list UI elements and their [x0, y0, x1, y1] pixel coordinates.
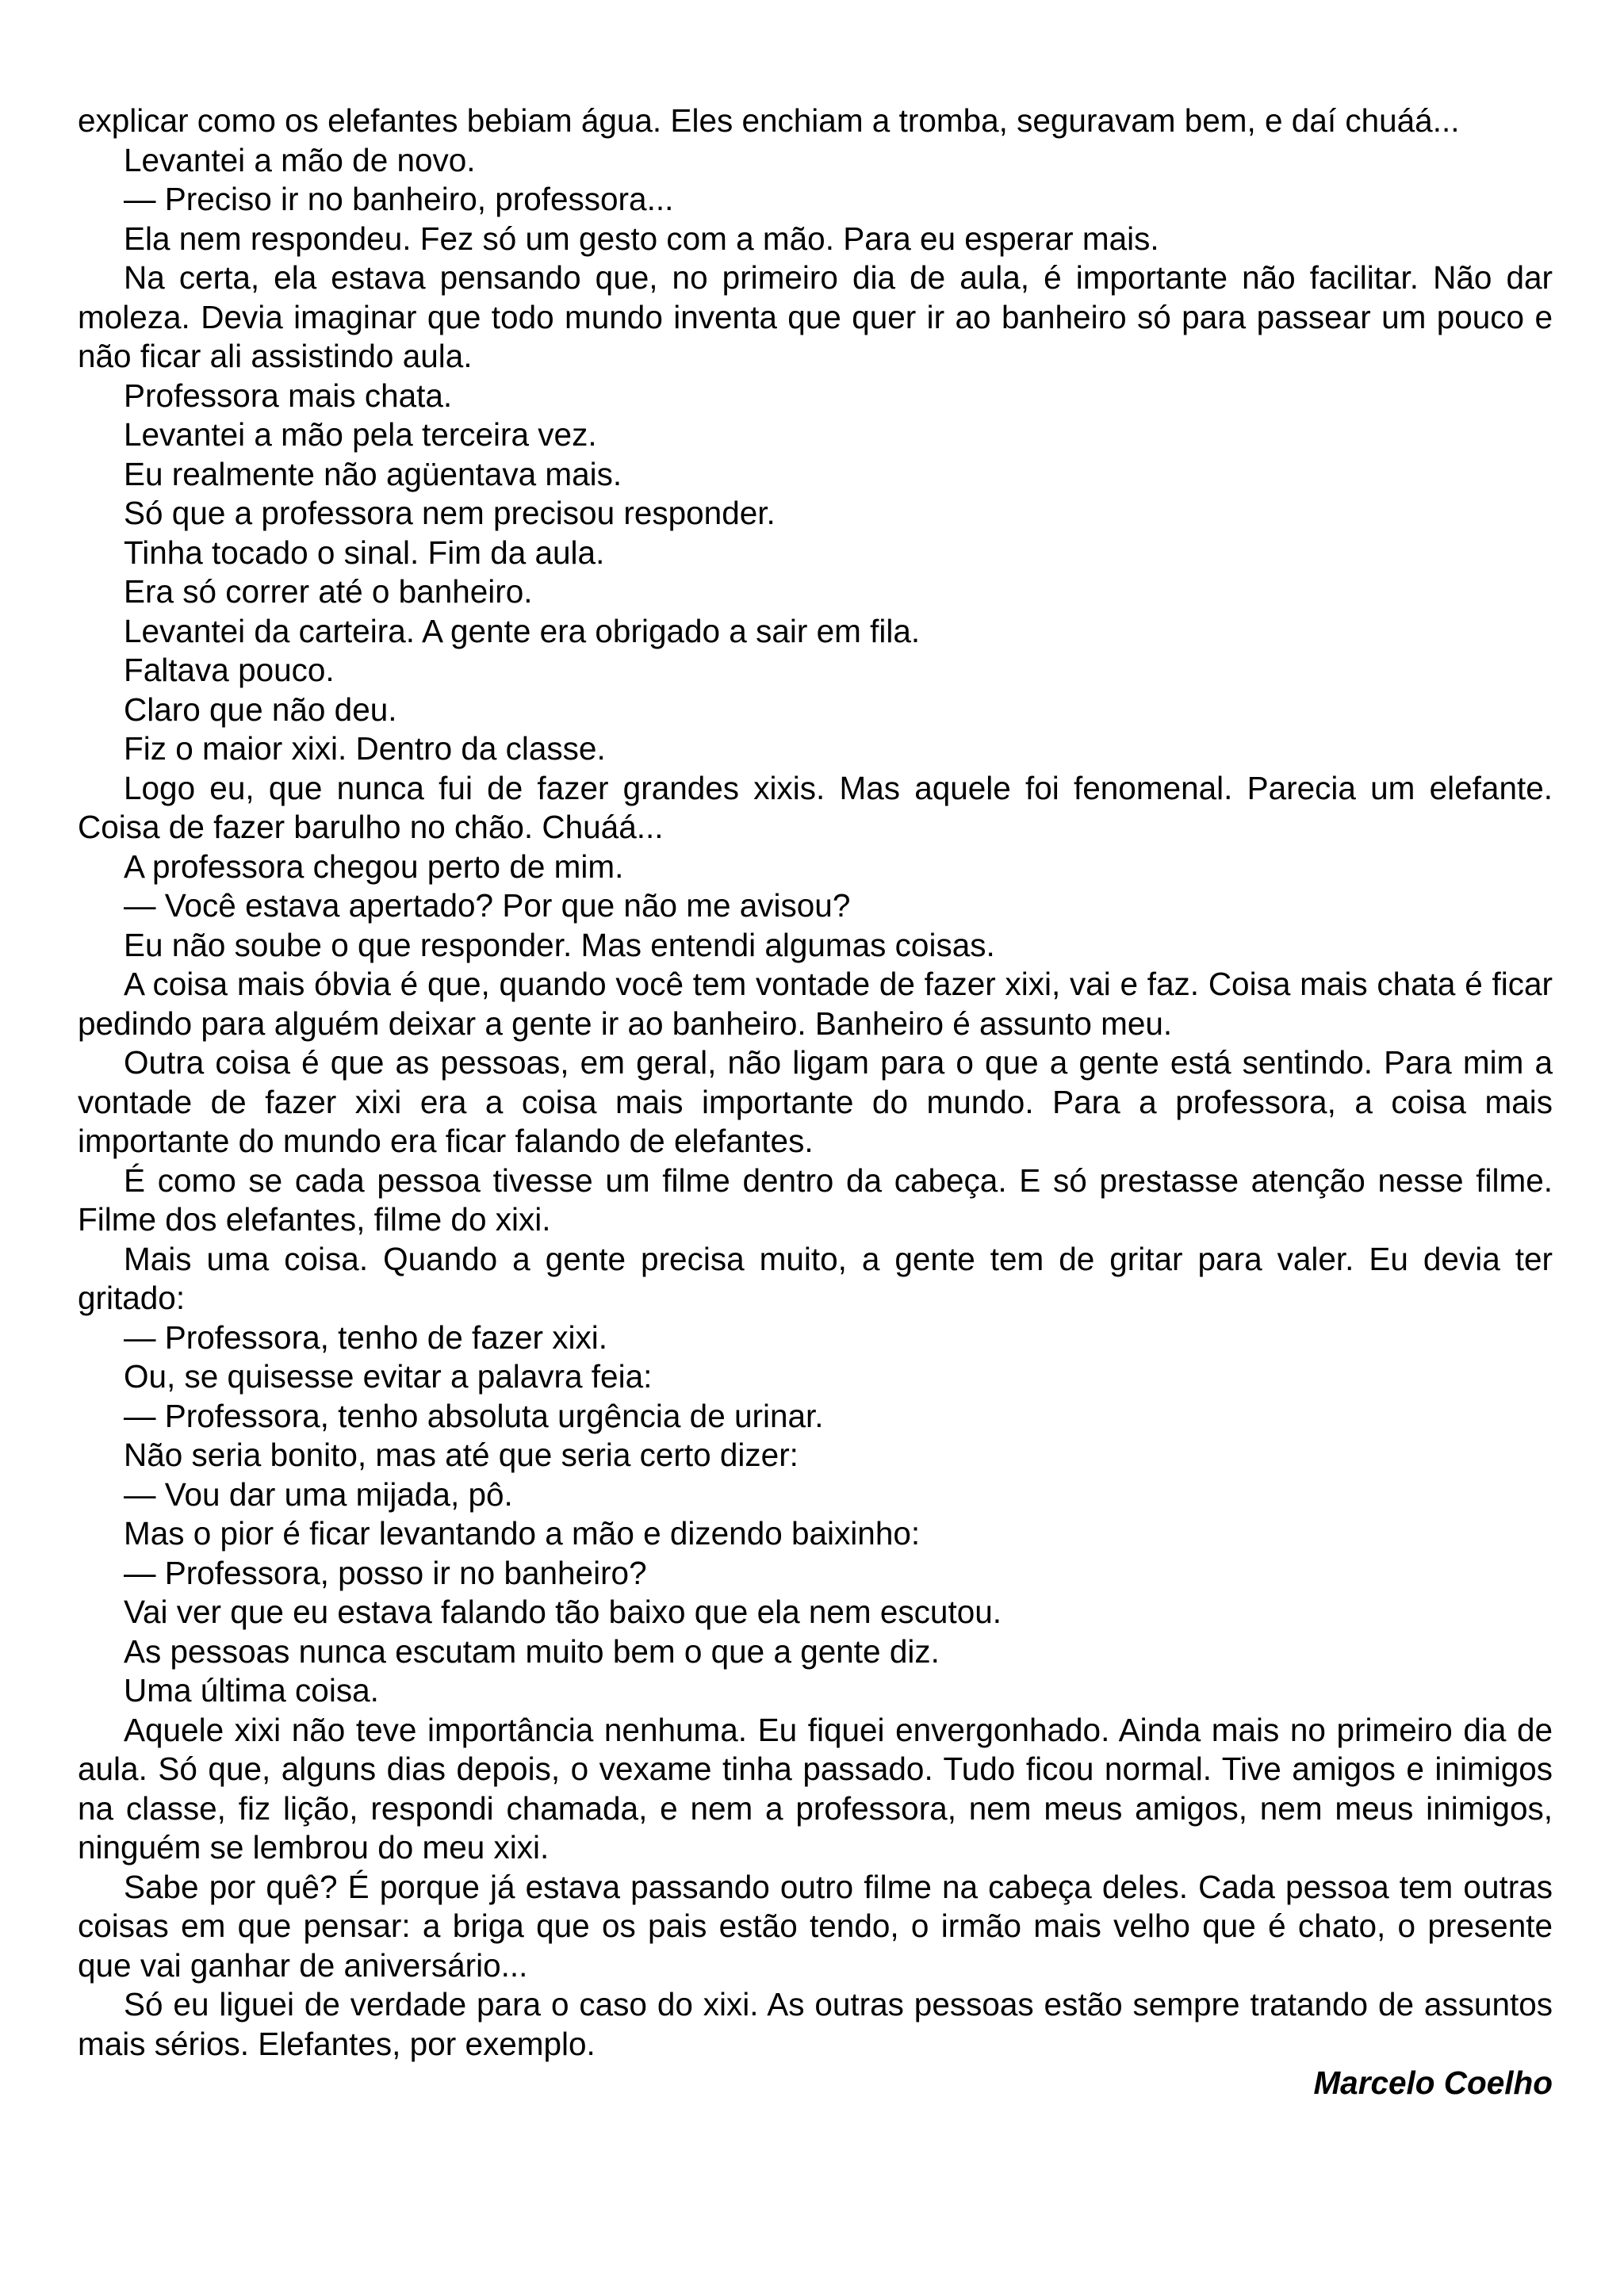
paragraph: — Vou dar uma mijada, pô.	[124, 1475, 513, 1513]
paragraph: — Professora, tenho absoluta urgência de urinar.	[124, 1397, 824, 1434]
paragraph: Mas o pior é ficar levantando a mão e dizendo baixinho:	[124, 1515, 921, 1552]
paragraph: Eu não soube o que responder. Mas entendi algumas coisas.	[124, 926, 995, 963]
paragraph: Levantei da carteira. A gente era obrigado a sair em fila.	[124, 612, 921, 649]
paragraph: Faltava pouco.	[124, 652, 335, 688]
paragraph: Mais uma coisa. Quando a gente precisa muito, a gente tem de gritar para valer. Eu devia ter gritado:	[78, 1240, 1553, 1316]
story-text	[78, 101, 1553, 2064]
paragraph: As pessoas nunca escutam muito bem o que a gente diz.	[124, 1632, 940, 1670]
paragraph: Outra coisa é que as pessoas, em geral, não ligam para o que a gente está sentindo. Para mim a vontade de fazer xixi era a coisa mais importante do mundo. Para a professora, a coisa mais importante do mundo era ficar falando de elefantes.	[78, 1044, 1553, 1159]
paragraph: Ou, se quisesse evitar a palavra feia:	[124, 1358, 653, 1395]
paragraph: Eu realmente não agüentava mais.	[124, 455, 622, 492]
paragraph: Levantei a mão de novo.	[124, 141, 476, 178]
paragraph: Logo eu, que nunca fui de fazer grandes xixis. Mas aquele foi fenomenal. Parecia um elefante. Coisa de fazer barulho no chão. Chuáá...	[78, 769, 1553, 845]
paragraph: Aquele xixi não teve importância nenhuma. Eu fiquei envergonhado. Ainda mais no primeiro dia de aula. Só que, alguns dias depois, o vexame tinha passado. Tudo ficou normal. Tive amigos e inimigos na classe, fiz lição, respondi chamada, e nem a professora, nem meus amigos, nem meus inimigos, ninguém se lembrou do meu xixi.	[78, 1711, 1553, 1866]
paragraph: Não seria bonito, mas até que seria certo dizer:	[124, 1437, 799, 1473]
paragraph: Levantei a mão pela terceira vez.	[124, 416, 597, 453]
paragraph: Professora mais chata.	[124, 377, 453, 414]
paragraph: Claro que não deu.	[124, 691, 397, 728]
paragraph: — Preciso ir no banheiro, professora...	[124, 181, 674, 217]
paragraph: Sabe por quê? É porque já estava passando outro filme na cabeça deles. Cada pessoa tem outras coisas em que pensar: a briga que os pais estão tendo, o irmão mais velho que é chato, o presente que vai ganhar de aniversário...	[78, 1868, 1553, 1984]
paragraph: Fiz o maior xixi. Dentro da classe.	[124, 730, 606, 767]
paragraph: Tinha tocado o sinal. Fim da aula.	[124, 534, 605, 571]
paragraph: Uma última coisa.	[124, 1672, 379, 1709]
author-signature: Marcelo Coelho	[1313, 2064, 1553, 2101]
paragraph: explicar como os elefantes bebiam água. Eles enchiam a tromba, seguravam bem, e daí chuáá...	[78, 102, 1460, 139]
paragraph: Só eu liguei de verdade para o caso do xixi. As outras pessoas estão sempre tratando de assuntos mais sérios. Elefantes, por exemplo.	[78, 1986, 1553, 2062]
paragraph: A coisa mais óbvia é que, quando você tem vontade de fazer xixi, vai e faz. Coisa mais chata é ficar pedindo para alguém deixar a gente ir ao banheiro. Banheiro é assunto meu.	[78, 966, 1553, 1042]
paragraph: É como se cada pessoa tivesse um filme dentro da cabeça. E só prestasse atenção nesse filme. Filme dos elefantes, filme do xixi.	[78, 1161, 1553, 1238]
paragraph: Na certa, ela estava pensando que, no primeiro dia de aula, é importante não facilitar. Não dar moleza. Devia imaginar que todo mundo inventa que quer ir ao banheiro só para passear um pouco e não ficar ali assistindo aula.	[78, 259, 1553, 374]
paragraph: Vai ver que eu estava falando tão baixo que ela nem escutou.	[124, 1594, 1002, 1630]
paragraph: Ela nem respondeu. Fez só um gesto com a mão. Para eu esperar mais.	[124, 220, 1159, 257]
paragraph: — Professora, posso ir no banheiro?	[124, 1554, 647, 1591]
paragraph: A professora chegou perto de mim.	[124, 848, 624, 885]
paragraph: Só que a professora nem precisou responder.	[124, 495, 776, 531]
paragraph: — Você estava apertado? Por que não me avisou?	[124, 887, 851, 924]
paragraph: — Professora, tenho de fazer xixi.	[124, 1318, 608, 1356]
document-page	[78, 101, 1553, 2103]
paragraph: Era só correr até o banheiro.	[124, 573, 533, 610]
